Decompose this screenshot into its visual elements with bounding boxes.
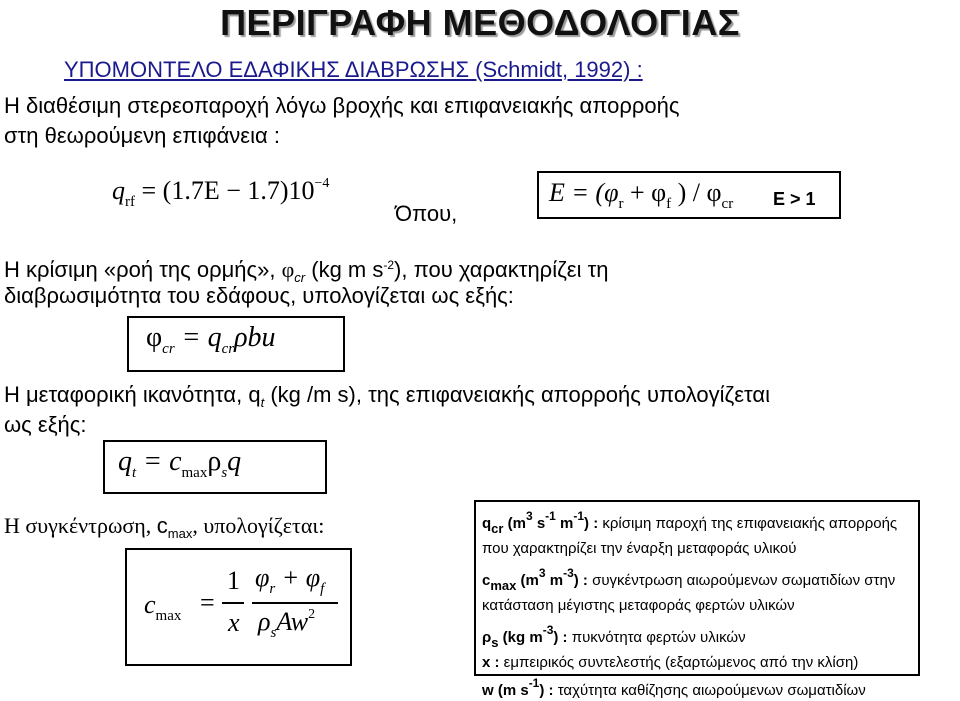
- legend-w: w (m $s^{-1}$) : ταχύτητα καθίζησης αιωρούμενων σωματιδίων: [482, 676, 866, 699]
- equation-cmax-numerator: $\varphi_r + \varphi_f$: [255, 563, 325, 597]
- subtitle: ΥΠΟΜΟΝΤΕΛΟ ΕΔΑΦΙΚΗΣ ΔΙΑΒΡΩΣΗΣ (Schmidt, 1992) :: [64, 57, 643, 82]
- critical-flow-line-2: διαβρωσιμότητα του εδάφους, υπολογίζεται ως εξής:: [4, 283, 514, 308]
- equation-phi-cr: $\varphi_{cr} = q_{cr}\rho bu$: [146, 322, 276, 357]
- variable-legend: [474, 500, 920, 699]
- concentration-label: Η συγκέντρωση, $c_{max}$, υπολογίζεται:: [4, 513, 325, 541]
- fraction-bar-2: [252, 602, 338, 604]
- opou-label: Όπου,: [395, 201, 458, 226]
- page-title: ΠΕΡΙΓΡΑΦΗ ΜΕΘΟΔΟΛΟΓΙΑΣ: [220, 2, 740, 43]
- equation-qrf: $q_{rf} = (1.7E - 1.7)10^{-4}$: [112, 176, 330, 210]
- legend-qcr: qcr ($m^3$ $s^{-1}$ $m^{-1}$) : κρίσιμη παροχή της επιφανειακής απορροής που χαρακτηρίζει την έναρξη μεταφοράς υλικού: [482, 509, 898, 557]
- equation-cmax-equals: =: [200, 588, 215, 617]
- intro-line-2: στη θεωρούμενη επιφάνεια :: [4, 123, 280, 148]
- equation-cmax-lhs: $c_{max}$: [144, 590, 182, 624]
- legend-rho-s: ρs (kg $m^{-3}$) : πυκνότητα φερτών υλικών: [482, 623, 746, 650]
- e-condition: E > 1: [773, 189, 816, 209]
- equation-cmax-x: x: [228, 608, 240, 637]
- intro-line-1: Η διαθέσιμη στερεοπαροχή λόγω βροχής και επιφανειακής απορροής: [4, 93, 680, 118]
- equation-cmax-one: 1: [227, 566, 240, 595]
- transport-capacity-line-2: ως εξής:: [4, 412, 87, 437]
- legend-x: x : εμπειρικός συντελεστής (εξαρτώμενος από την κλίση): [482, 654, 859, 671]
- critical-flow-line-1: Η κρίσιμη «ροή της ορμής», $\varphi_{cr}$ (kg m $s^{-2}$), που χαρακτηρίζει τη: [4, 257, 609, 285]
- equation-qt: $q_t = c_{max}\rho_sq$: [118, 446, 242, 481]
- fraction-bar-1: [222, 602, 244, 604]
- legend-cmax: cmax ($m^3$ $m^{-3}$) : συγκέντρωση αιωρούμενων σωματιδίων στην κατάσταση μέγιστης μεταφοράς φερτών υλικών: [482, 566, 896, 614]
- equation-cmax-denominator: $\rho_sAw^2$: [258, 607, 316, 641]
- transport-capacity-line-1: Η μεταφορική ικανότητα, $q_t$ (kg /m s), της επιφανειακής απορροής υπολογίζεται: [4, 382, 770, 410]
- equation-e: $E = (\varphi_r + \varphi_f$ ) / $\varphi_{cr}$: [549, 178, 734, 212]
